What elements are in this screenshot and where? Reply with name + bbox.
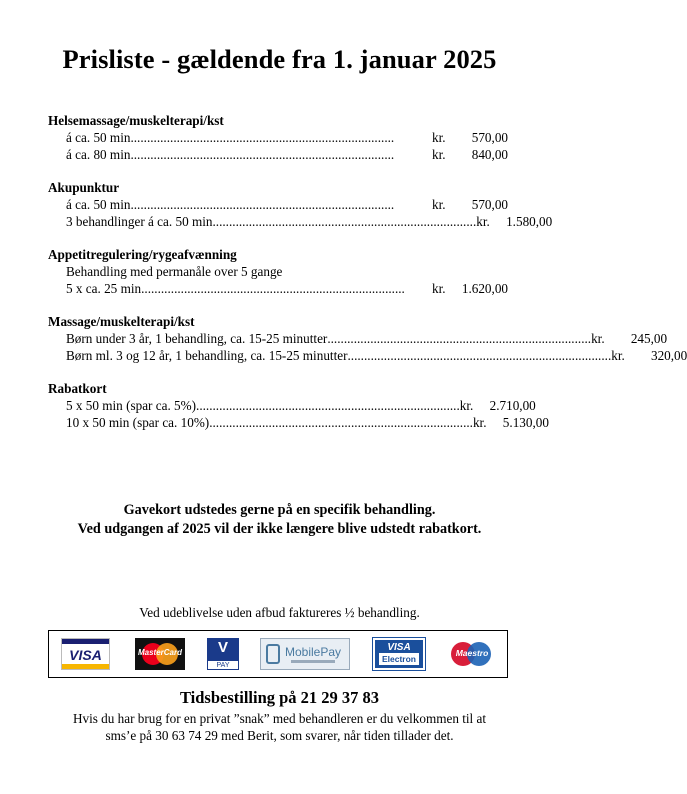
section-title: Appetitregulering/rygeafvænning (48, 247, 237, 262)
maestro-logo-icon (447, 638, 497, 670)
currency: kr. (432, 130, 446, 145)
price-section (48, 112, 508, 163)
row-description: Behandling med permanåle over 5 gange (66, 264, 283, 279)
phone-icon (266, 644, 280, 664)
currency: kr. (432, 147, 446, 162)
row-description: 3 behandlinger á ca. 50 min (66, 214, 213, 229)
dot-leader: ................................................................................ (130, 147, 395, 162)
price-row (48, 129, 508, 146)
row-description: 10 x 50 min (spar ca. 10%) (66, 415, 210, 430)
price-row (48, 414, 549, 431)
currency: kr. (432, 197, 446, 212)
price-row (48, 146, 508, 163)
currency: kr. (476, 214, 490, 229)
currency: kr. (611, 348, 625, 363)
notice-line: Ved udgangen af 2025 vil der ikke længere blive udstedt rabatkort. (77, 521, 482, 537)
dot-leader: ................................................................................ (347, 348, 612, 363)
section-title: Massage/muskelterapi/kst (48, 314, 195, 329)
dot-leader: ................................................................................ (130, 197, 395, 212)
price: 5.130,00 (502, 415, 549, 430)
row-description: Børn ml. 3 og 12 år, 1 behandling, ca. 15-25 minutter (66, 348, 348, 363)
contact-line: Hvis du har brug for en privat ”snak” med behandleren er du velkommen til at (72, 711, 487, 726)
price: 245,00 (630, 331, 668, 346)
price-row (48, 263, 508, 280)
payment-cards-box (48, 630, 508, 678)
visa-logo-text: VISA (69, 647, 102, 663)
price-row (48, 330, 668, 347)
gift-card-notice (0, 501, 559, 539)
price: 2.710,00 (489, 398, 536, 413)
price: 840,00 (471, 147, 508, 162)
page-title: Prisliste - gældende fra 1. januar 2025 (62, 44, 497, 74)
section-title: Helsemassage/muskelterapi/kst (48, 113, 224, 128)
section-title: Rabatkort (48, 381, 107, 396)
price: 570,00 (471, 197, 508, 212)
price: 570,00 (471, 130, 508, 145)
price-row (48, 213, 553, 230)
no-show-fee-note: Ved udeblivelse uden afbud faktureres ½ behandling. (139, 605, 420, 620)
price: 1.580,00 (506, 214, 553, 229)
dot-leader: ................................................................................ (209, 415, 473, 430)
price-section (48, 380, 549, 431)
contact-line: sms’e på 30 63 74 29 med Berit, som svarer, når tiden tillader det. (105, 728, 454, 743)
currency: kr. (591, 331, 605, 346)
currency: kr. (432, 281, 446, 296)
row-description: Børn under 3 år, 1 behandling, ca. 15-25 minutter (66, 331, 328, 346)
dot-leader: ................................................................................ (196, 398, 460, 413)
visa-electron-bottom-text: Electron (379, 653, 419, 665)
dot-leader: ................................................................................ (327, 331, 592, 346)
row-description: 5 x 50 min (spar ca. 5%) (66, 398, 197, 413)
dot-leader: ................................................................................ (141, 281, 405, 296)
price-section (48, 179, 553, 230)
price-section (48, 313, 687, 364)
vpay-v-text: V (217, 639, 228, 656)
dot-leader: ................................................................................ (212, 214, 477, 229)
mastercard-logo-text: MasterCard (137, 648, 182, 657)
currency: kr. (459, 398, 474, 413)
maestro-logo-text: Maestro (455, 648, 489, 658)
notice-line: Gavekort udstedes gerne på en specifik behandling. (123, 502, 436, 518)
visa-electron-top-text: VISA (387, 642, 411, 653)
dot-leader: ................................................................................ (130, 130, 395, 145)
vpay-logo-icon (207, 638, 239, 670)
row-description: á ca. 50 min (66, 197, 131, 212)
booking-phone: Tidsbestilling på 21 29 37 83 (179, 688, 380, 707)
price: 1.620,00 (461, 281, 508, 296)
price-row (48, 280, 508, 297)
mastercard-logo-icon (135, 638, 185, 670)
price-list (48, 112, 687, 447)
visa-logo-icon (61, 638, 110, 670)
vpay-pay-text: PAY (207, 660, 239, 670)
contact-info (0, 710, 559, 744)
row-description: á ca. 80 min (66, 147, 131, 162)
mobilepay-logo-text: MobilePay (285, 645, 342, 659)
visa-electron-logo-icon (373, 638, 425, 670)
mobilepay-logo-icon (260, 638, 350, 670)
price-row (48, 347, 687, 364)
row-description: 5 x ca. 25 min (66, 281, 142, 296)
price-section (48, 246, 508, 297)
section-title: Akupunktur (48, 180, 120, 195)
price: 320,00 (650, 348, 687, 363)
price-row (48, 397, 536, 414)
row-description: á ca. 50 min (66, 130, 131, 145)
currency: kr. (472, 415, 487, 430)
price-row (48, 196, 508, 213)
